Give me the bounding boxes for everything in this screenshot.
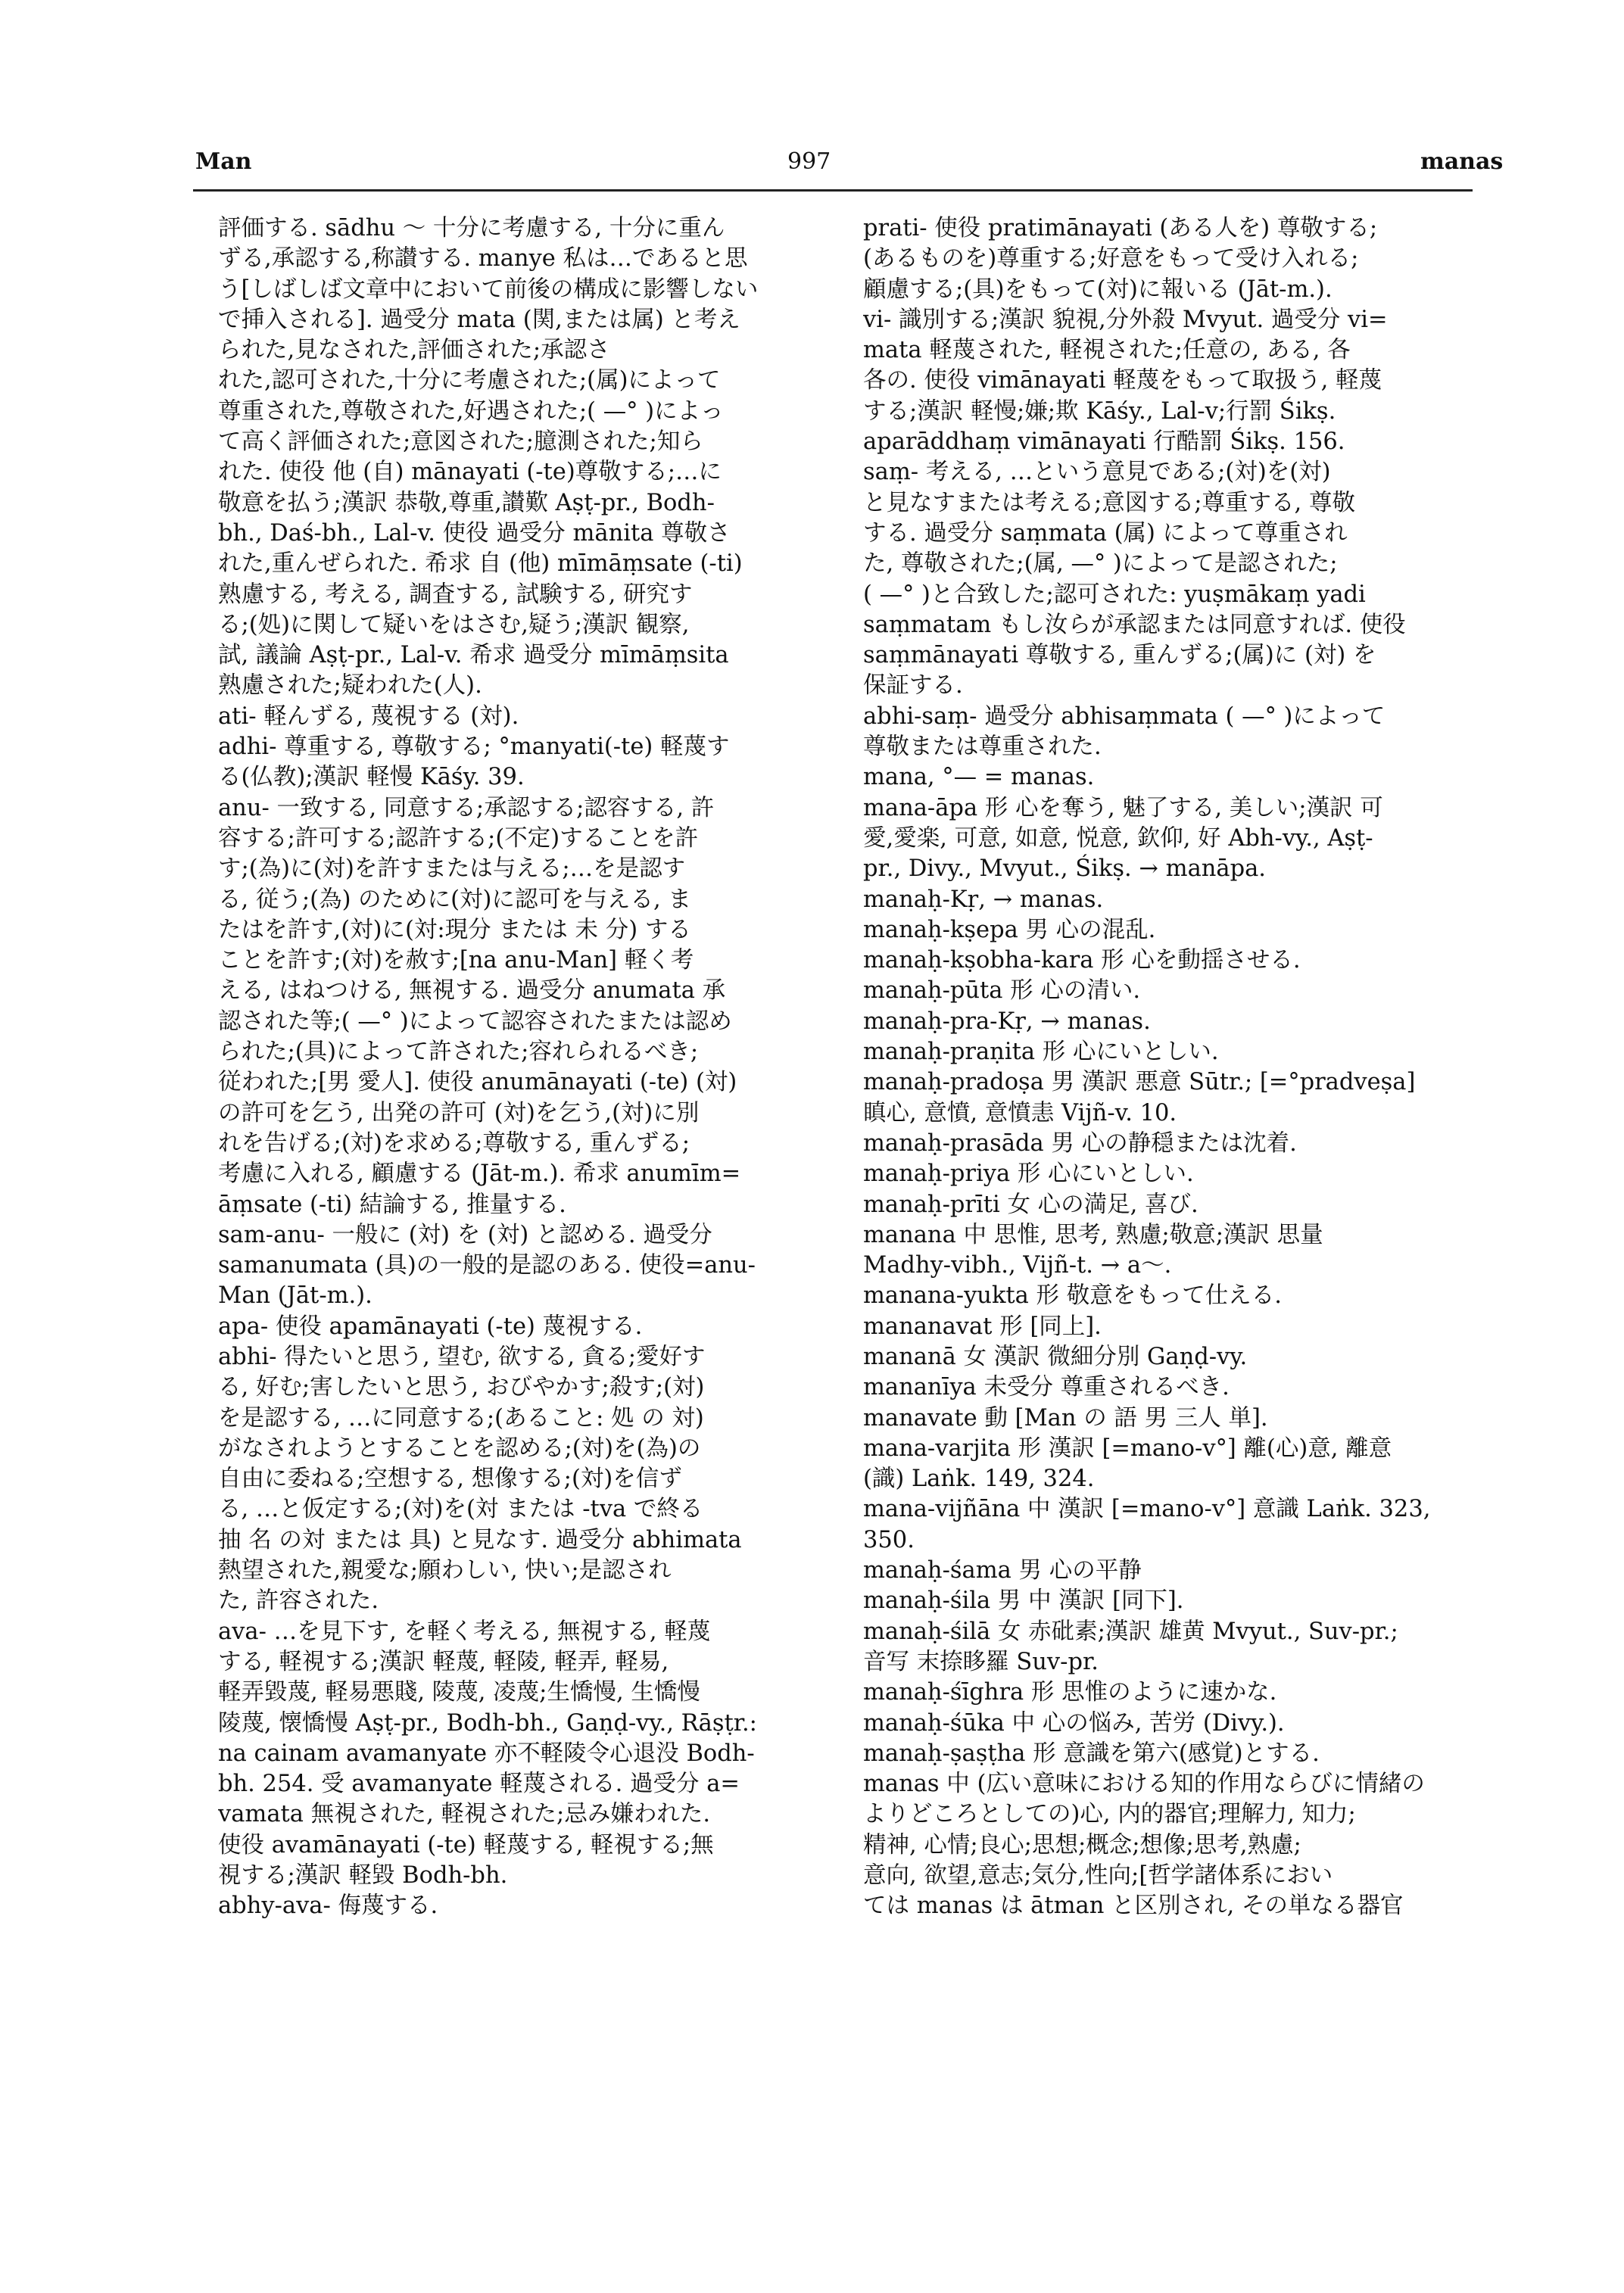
dictionary-line: aparāddhaṃ vimānayati 行酷罰 Śikṣ. 156. xyxy=(863,428,1345,456)
left-column xyxy=(218,213,833,1922)
running-head-right: manas xyxy=(1420,148,1504,175)
dictionary-line: 熟慮された;疑われた(人). xyxy=(218,672,482,699)
dictionary-line: ati- 軽んずる, 蔑視する (対). xyxy=(218,703,519,730)
right-column xyxy=(863,213,1484,1922)
dictionary-line: manaḥ-ṣaṣṭha 形 意識を第六(感覚)とする. xyxy=(863,1740,1320,1767)
dictionary-line: える, はねつける, 無視する. 過受分 anumata 承 xyxy=(218,977,726,1005)
dictionary-line: よりどころとしての)心, 内的器官;理解力, 知力; xyxy=(863,1801,1356,1828)
dictionary-line: 各の. 使役 vimānayati 軽蔑をもって取扱う, 軽蔑 xyxy=(863,367,1382,394)
dictionary-line: れを告げる;(対)を求める;尊敬する, 重んずる; xyxy=(218,1129,690,1157)
dictionary-line: ずる,承認する,称讃する. manye 私は…であると思 xyxy=(218,245,748,273)
dictionary-line: manaḥ-pra-Kṛ, → manas. xyxy=(863,1008,1151,1035)
dictionary-line: manaḥ-śilā 女 赤砒素;漢訳 雄黄 Mvyut., Suv-pr.; xyxy=(863,1618,1398,1645)
dictionary-line: がなされようとすることを認める;(対)を(為)の xyxy=(218,1435,701,1462)
dictionary-line: mata 軽蔑された, 軽視された;任意の, ある, 各 xyxy=(863,337,1351,364)
dictionary-line: mana-āpa 形 心を奪う, 魅了する, 美しい;漢訳 可 xyxy=(863,794,1383,821)
dictionary-line: manaḥ-pūta 形 心の清い. xyxy=(863,977,1141,1005)
dictionary-line: 容する;許可する;認許する;(不定)することを許 xyxy=(218,824,699,852)
dictionary-line: mana, °— = manas. xyxy=(863,764,1095,791)
dictionary-line: Man (Jāt-m.). xyxy=(218,1282,372,1310)
dictionary-line: mananīya 未受分 尊重されるべき. xyxy=(863,1374,1230,1401)
dictionary-line: manana-yukta 形 敬意をもって仕える. xyxy=(863,1282,1282,1310)
dictionary-line: る, 従う;(為) のために(対)に認可を与える, ま xyxy=(218,886,691,913)
dictionary-line: sam-anu- 一般に (対) を (対) と認める. 過受分 xyxy=(218,1221,712,1248)
dictionary-line: abhi-saṃ- 過受分 abhisaṃmata ( —° )によって xyxy=(863,703,1386,730)
dictionary-line: 熱望された,親愛な;願わしい, 快い;是認され xyxy=(218,1557,672,1584)
dictionary-line: 熟慮する, 考える, 調査する, 試験する, 研究す xyxy=(218,581,693,608)
dictionary-line: saṃmatam もし汝らが承認または同意すれば. 使役 xyxy=(863,611,1406,638)
dictionary-line: pr., Divy., Mvyut., Śikṣ. → manāpa. xyxy=(863,855,1266,883)
dictionary-line: anu- 一致する, 同意する;承認する;認容する, 許 xyxy=(218,794,715,821)
dictionary-line: manaḥ-prīti 女 心の満足, 喜び. xyxy=(863,1191,1199,1218)
dictionary-line: 考慮に入れる, 顧慮する (Jāt-m.). 希求 anumīm= xyxy=(218,1161,741,1188)
dictionary-line: prati- 使役 pratimānayati (ある人を) 尊敬する; xyxy=(863,215,1378,241)
dictionary-line: 保証する. xyxy=(863,672,963,699)
dictionary-line: 尊敬または尊重された. xyxy=(863,734,1102,761)
dictionary-line: 評価する. sādhu ～ 十分に考慮する, 十分に重ん xyxy=(218,215,725,241)
dictionary-line: れた,重んぜられた. 希求 自 (他) mīmāṃsate (-ti) xyxy=(218,550,743,578)
dictionary-line: る(仏教);漢訳 軽慢 Kāśy. 39. xyxy=(218,764,525,791)
dictionary-line: mana-varjita 形 漢訳 [=mano-v°] 離(心)意, 離意 xyxy=(863,1435,1392,1462)
dictionary-line: 敬意を払う;漢訳 恭敬,尊重,讃歎 Aṣṭ-pr., Bodh- xyxy=(218,489,715,516)
dictionary-line: 愛,愛楽, 可意, 如意, 悦意, 欽仰, 好 Abh-vy., Aṣṭ- xyxy=(863,824,1373,852)
dictionary-line: manaḥ-pradoṣa 男 漢訳 悪意 Sūtr.; [=°pradveṣa] xyxy=(863,1069,1416,1096)
dictionary-line: manaḥ-śila 男 中 漢訳 [同下]. xyxy=(863,1587,1184,1615)
dictionary-line: (あるものを)尊重する;好意をもって受け入れる; xyxy=(863,245,1359,273)
dictionary-line: āṃsate (-ti) 結論する, 推量する. xyxy=(218,1191,566,1218)
dictionary-line: 自由に委ねる;空想する, 想像する;(対)を信ず xyxy=(218,1466,682,1493)
dictionary-line: ことを許す;(対)を赦す;[na anu-Man] 軽く考 xyxy=(218,947,694,974)
dictionary-line: れた,認可された,十分に考慮された;(属)によって xyxy=(218,367,721,394)
dictionary-line: abhi- 得たいと思う, 望む, 欲する, 貪る;愛好す xyxy=(218,1343,706,1370)
dictionary-line: manaḥ-Kṛ, → manas. xyxy=(863,886,1104,913)
dictionary-line: apa- 使役 apamānayati (-te) 蔑視する. xyxy=(218,1313,643,1340)
dictionary-line: manaḥ-śīghra 形 思惟のように速かな. xyxy=(863,1679,1277,1706)
dictionary-line: adhi- 尊重する, 尊敬する; °manyati(-te) 軽蔑す xyxy=(218,734,730,761)
dictionary-line: る, 好む;害したいと思う, おびやかす;殺す;(対) xyxy=(218,1374,705,1401)
dictionary-line: る;(処)に関して疑いをはさむ,疑う;漢訳 観察, xyxy=(218,611,690,638)
dictionary-line: manaḥ-śama 男 心の平静 xyxy=(863,1557,1142,1584)
dictionary-line: manaḥ-kṣobha-kara 形 心を動揺させる. xyxy=(863,947,1301,974)
dictionary-line: て高く評価された;意図された;臆測された;知ら xyxy=(218,428,703,456)
dictionary-line: で挿入される]. 過受分 mata (関,または属) と考え xyxy=(218,306,740,333)
dictionary-line: 試, 議論 Aṣṭ-pr., Lal-v. 希求 過受分 mīmāṃsita xyxy=(218,642,729,669)
dictionary-line: mana-vijñāna 中 漢訳 [=mano-v°] 意識 Laṅk. 323, xyxy=(863,1496,1431,1523)
dictionary-line: samanumata (具)の一般的是認のある. 使役=anu- xyxy=(218,1252,756,1279)
dictionary-line: う[しばしば文章中において前後の構成に影響しない xyxy=(218,276,759,303)
dictionary-line: 350. xyxy=(863,1526,915,1553)
dictionary-line: manaḥ-śūka 中 心の悩み, 苦労 (Divy.). xyxy=(863,1709,1285,1737)
dictionary-line: saṃ- 考える, …という意見である;(対)を(対) xyxy=(863,459,1331,486)
dictionary-line: ては manas は ātman と区別され, その単なる器官 xyxy=(863,1893,1404,1920)
dictionary-line: られた;(具)によって許された;容れられるべき; xyxy=(218,1039,699,1066)
page-number: 997 xyxy=(787,148,831,175)
dictionary-line: 従われた;[男 愛人]. 使役 anumānayati (-te) (対) xyxy=(218,1069,737,1096)
dictionary-line: 瞋心, 意憤, 意憤恚 Vijñ-v. 10. xyxy=(863,1099,1177,1126)
dictionary-line: する, 軽視する;漢訳 軽蔑, 軽陵, 軽弄, 軽易, xyxy=(218,1648,669,1675)
dictionary-line: manavate 動 [Man の 語 男 三人 単]. xyxy=(863,1404,1268,1432)
dictionary-line: 視する;漢訳 軽毀 Bodh-bh. xyxy=(218,1862,508,1890)
dictionary-line: する. 過受分 saṃmata (属) によって尊重され xyxy=(863,519,1348,547)
running-head-left: Man xyxy=(195,148,252,175)
dictionary-line: 使役 avamānayati (-te) 軽蔑する, 軽視する;無 xyxy=(218,1831,714,1858)
dictionary-line: na cainam avamanyate 亦不軽陵令心退没 Bodh- xyxy=(218,1740,755,1767)
dictionary-line: abhy-ava- 侮蔑する. xyxy=(218,1893,438,1920)
dictionary-line: manana 中 思惟, 思考, 熟慮;敬意;漢訳 思量 xyxy=(863,1221,1323,1248)
dictionary-line: た, 尊敬された;(属, —° )によって是認された; xyxy=(863,550,1338,578)
dictionary-line: たはを許す,(対)に(対:現分 または 未 分) する xyxy=(218,916,691,943)
dictionary-line: manaḥ-praṇita 形 心にいとしい. xyxy=(863,1039,1219,1066)
dictionary-line: saṃmānayati 尊敬する, 重んずる;(属)に (対) を xyxy=(863,642,1376,669)
dictionary-line: す;(為)に(対)を許すまたは与える;…を是認す xyxy=(218,855,686,883)
dictionary-line: mananavat 形 [同上]. xyxy=(863,1313,1102,1340)
dictionary-line: る, …と仮定する;(対)を(対 または -tva で終る xyxy=(218,1496,703,1523)
dictionary-line: bh., Daś-bh., Lal-v. 使役 過受分 mānita 尊敬さ xyxy=(218,519,731,547)
dictionary-line: (識) Laṅk. 149, 324. xyxy=(863,1466,1095,1493)
dictionary-line: と見なすまたは考える;意図する;尊重する, 尊敬 xyxy=(863,489,1355,516)
dictionary-line: manas 中 (広い意味における知的作用ならびに情緒の xyxy=(863,1771,1425,1798)
dictionary-line: 認された等;( —° )によって認容されたまたは認め xyxy=(218,1008,732,1035)
dictionary-line: 音写 末捺眵羅 Suv-pr. xyxy=(863,1648,1099,1675)
dictionary-line: れた. 使役 他 (自) mānayati (-te)尊敬する;…に xyxy=(218,459,722,486)
dictionary-line: bh. 254. 受 avamanyate 軽蔑される. 過受分 a= xyxy=(218,1771,740,1798)
dictionary-line: 抽 名 の対 または 具) と見なす. 過受分 abhimata xyxy=(218,1526,742,1553)
header-rule xyxy=(193,189,1473,192)
dictionary-line: た, 許容された. xyxy=(218,1587,379,1615)
dictionary-line: 意向, 欲望,意志;気分,性向;[哲学諸体系におい xyxy=(863,1862,1333,1890)
dictionary-line: 精神, 心情;良心;思想;概念;想像;思考,熟慮; xyxy=(863,1831,1301,1858)
dictionary-line: を是認する, …に同意する;(あること: 処 の 対) xyxy=(218,1404,704,1432)
dictionary-line: 尊重された,尊敬された,好遇された;( —° )によっ xyxy=(218,397,724,425)
dictionary-line: する;漢訳 軽慢;嫌;欺 Kāśy., Lal-v;行罰 Śikṣ. xyxy=(863,397,1336,425)
dictionary-line: の許可を乞う, 出発の許可 (対)を乞う,(対)に別 xyxy=(218,1099,700,1126)
dictionary-line: manaḥ-priya 形 心にいとしい. xyxy=(863,1161,1194,1188)
dictionary-line: manaḥ-prasāda 男 心の静穏または沈着. xyxy=(863,1129,1297,1157)
dictionary-line: vamata 無視された, 軽視された;忌み嫌われた. xyxy=(218,1801,711,1828)
dictionary-line: mananā 女 漢訳 微細分別 Gaṇḍ-vy. xyxy=(863,1343,1248,1370)
dictionary-line: vi- 識別する;漢訳 貌視,分外殺 Mvyut. 過受分 vi= xyxy=(863,306,1388,333)
dictionary-line: ( —° )と合致した;認可された: yuṣmākaṃ yadi xyxy=(863,581,1366,608)
dictionary-line: 陵蔑, 懐憍慢 Aṣṭ-pr., Bodh-bh., Gaṇḍ-vy., Rāṣṭr.: xyxy=(218,1709,757,1737)
dictionary-line: manaḥ-kṣepa 男 心の混乱. xyxy=(863,916,1156,943)
dictionary-line: ava- …を見下す, を軽く考える, 無視する, 軽蔑 xyxy=(218,1618,711,1645)
dictionary-line: られた,見なされた,評価された;承認さ xyxy=(218,337,610,364)
dictionary-line: 顧慮する;(具)をもって(対)に報いる (Jāt-m.). xyxy=(863,276,1333,303)
dictionary-line: Madhy-vibh., Vijñ-t. → a～. xyxy=(863,1252,1172,1279)
dictionary-line: 軽弄毀蔑, 軽易悪賤, 陵蔑, 凌蔑;生憍慢, 生憍慢 xyxy=(218,1679,700,1706)
